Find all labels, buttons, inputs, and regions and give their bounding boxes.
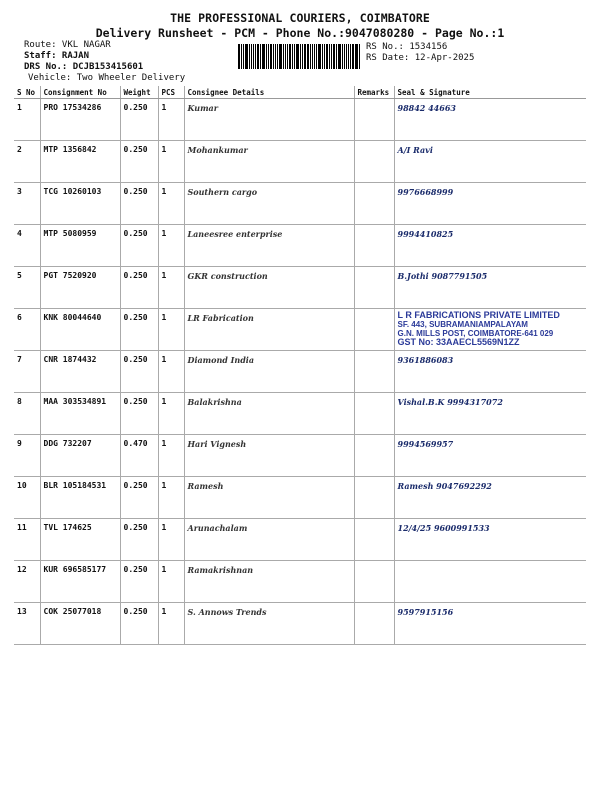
col-pcs: PCS bbox=[158, 86, 184, 99]
stamp-line2: SF. 443, SUBRAMANIAMPALAYAM bbox=[397, 320, 528, 329]
consignee-cell: Southern cargo bbox=[184, 183, 354, 225]
consignment-cell: MTP 5080959 bbox=[40, 225, 120, 267]
sno-cell: 11 bbox=[14, 519, 40, 561]
remarks-cell bbox=[354, 99, 394, 141]
pcs-cell: 1 bbox=[158, 393, 184, 435]
remarks-cell bbox=[354, 561, 394, 603]
weight-cell: 0.250 bbox=[120, 603, 158, 645]
weight-cell: 0.250 bbox=[120, 519, 158, 561]
weight-cell: 0.250 bbox=[120, 99, 158, 141]
table-row bbox=[14, 267, 586, 309]
consignment-cell: DDG 732207 bbox=[40, 435, 120, 477]
consignee-cell: Laneesree enterprise bbox=[184, 225, 354, 267]
pcs-cell: 1 bbox=[158, 519, 184, 561]
signature-cell: 9994410825 bbox=[394, 225, 586, 267]
consignment-cell: KUR 696585177 bbox=[40, 561, 120, 603]
runsheet-table bbox=[14, 86, 586, 645]
signature-cell: 9976668999 bbox=[394, 183, 586, 225]
stamp-line1: L R FABRICATIONS PRIVATE LIMITED bbox=[397, 310, 560, 320]
table-row bbox=[14, 561, 586, 603]
signature-cell: Vishal.B.K 9994317072 bbox=[394, 393, 586, 435]
pcs-cell: 1 bbox=[158, 225, 184, 267]
rs-date: RS Date: 12-Apr-2025 bbox=[366, 53, 475, 63]
sno-cell: 1 bbox=[14, 99, 40, 141]
weight-cell: 0.250 bbox=[120, 351, 158, 393]
consignment-cell: PGT 7520920 bbox=[40, 267, 120, 309]
consignment-cell: COK 25077018 bbox=[40, 603, 120, 645]
remarks-cell bbox=[354, 141, 394, 183]
sno-cell: 3 bbox=[14, 183, 40, 225]
col-remarks: Remarks bbox=[354, 86, 394, 99]
remarks-cell bbox=[354, 603, 394, 645]
col-weight: Weight bbox=[120, 86, 158, 99]
rs-number: RS No.: 1534156 bbox=[366, 42, 448, 52]
weight-cell: 0.470 bbox=[120, 435, 158, 477]
consignee-cell: Diamond India bbox=[184, 351, 354, 393]
vehicle-label: Vehicle: Two Wheeler Delivery bbox=[28, 73, 186, 83]
consignment-cell: PRO 17534286 bbox=[40, 99, 120, 141]
table-row bbox=[14, 477, 586, 519]
company-title: THE PROFESSIONAL COURIERS, COIMBATORE bbox=[170, 11, 430, 25]
table-row bbox=[14, 225, 586, 267]
table-row bbox=[14, 183, 586, 225]
signature-cell: 9361886083 bbox=[394, 351, 586, 393]
consignee-cell: Arunachalam bbox=[184, 519, 354, 561]
consignment-cell: BLR 105184531 bbox=[40, 477, 120, 519]
drs-number: DRS No.: DCJB153415601 bbox=[24, 62, 144, 72]
pcs-cell: 1 bbox=[158, 435, 184, 477]
signature-cell bbox=[394, 309, 586, 351]
consignment-cell: CNR 1874432 bbox=[40, 351, 120, 393]
pcs-cell: 1 bbox=[158, 141, 184, 183]
pcs-cell: 1 bbox=[158, 309, 184, 351]
signature-cell: 12/4/25 9600991533 bbox=[394, 519, 586, 561]
sno-cell: 7 bbox=[14, 351, 40, 393]
remarks-cell bbox=[354, 477, 394, 519]
weight-cell: 0.250 bbox=[120, 141, 158, 183]
table-header-row bbox=[14, 86, 586, 99]
signature-cell: Ramesh 9047692292 bbox=[394, 477, 586, 519]
consignment-cell: TVL 174625 bbox=[40, 519, 120, 561]
table-row bbox=[14, 603, 586, 645]
sno-cell: 6 bbox=[14, 309, 40, 351]
consignee-cell: Kumar bbox=[184, 99, 354, 141]
signature-cell: A/I Ravi bbox=[394, 141, 586, 183]
signature-cell: 9994569957 bbox=[394, 435, 586, 477]
consignee-cell: GKR construction bbox=[184, 267, 354, 309]
signature-cell: 9597915156 bbox=[394, 603, 586, 645]
table-row bbox=[14, 519, 586, 561]
table-row bbox=[14, 309, 586, 351]
weight-cell: 0.250 bbox=[120, 393, 158, 435]
sno-cell: 4 bbox=[14, 225, 40, 267]
remarks-cell bbox=[354, 267, 394, 309]
sno-cell: 10 bbox=[14, 477, 40, 519]
pcs-cell: 1 bbox=[158, 603, 184, 645]
sno-cell: 5 bbox=[14, 267, 40, 309]
remarks-cell bbox=[354, 519, 394, 561]
sno-cell: 12 bbox=[14, 561, 40, 603]
weight-cell: 0.250 bbox=[120, 561, 158, 603]
runsheet-rows bbox=[14, 99, 586, 645]
table-row bbox=[14, 393, 586, 435]
pcs-cell: 1 bbox=[158, 267, 184, 309]
consignee-cell: Balakrishna bbox=[184, 393, 354, 435]
consignment-cell: MAA 303534891 bbox=[40, 393, 120, 435]
table-row bbox=[14, 99, 586, 141]
pcs-cell: 1 bbox=[158, 99, 184, 141]
table-row bbox=[14, 435, 586, 477]
weight-cell: 0.250 bbox=[120, 477, 158, 519]
consignee-cell: Ramakrishnan bbox=[184, 561, 354, 603]
pcs-cell: 1 bbox=[158, 351, 184, 393]
col-sno: S No bbox=[14, 86, 40, 99]
col-consignee: Consignee Details bbox=[184, 86, 354, 99]
col-seal: Seal & Signature bbox=[394, 86, 586, 99]
signature-cell: B.Jothi 9087791505 bbox=[394, 267, 586, 309]
weight-cell: 0.250 bbox=[120, 267, 158, 309]
remarks-cell bbox=[354, 225, 394, 267]
sno-cell: 13 bbox=[14, 603, 40, 645]
pcs-cell: 1 bbox=[158, 183, 184, 225]
route-label: Route: VKL NAGAR bbox=[24, 40, 111, 50]
signature-cell: 98842 44663 bbox=[394, 99, 586, 141]
remarks-cell bbox=[354, 435, 394, 477]
sno-cell: 2 bbox=[14, 141, 40, 183]
consignment-cell: KNK 80044640 bbox=[40, 309, 120, 351]
staff-label: Staff: RAJAN bbox=[24, 51, 90, 61]
weight-cell: 0.250 bbox=[120, 183, 158, 225]
table-row bbox=[14, 141, 586, 183]
consignment-cell: MTP 1356842 bbox=[40, 141, 120, 183]
signature-cell bbox=[394, 561, 586, 603]
consignee-cell: Mohankumar bbox=[184, 141, 354, 183]
consignee-cell: Hari Vignesh bbox=[184, 435, 354, 477]
weight-cell: 0.250 bbox=[120, 225, 158, 267]
stamp-line3: G.N. MILLS POST, COIMBATORE-641 029 bbox=[397, 329, 554, 338]
consignee-cell: Ramesh bbox=[184, 477, 354, 519]
barcode bbox=[238, 44, 360, 69]
company-stamp bbox=[398, 311, 584, 347]
table-row bbox=[14, 351, 586, 393]
runsheet-subtitle: Delivery Runsheet - PCM - Phone No.:9047080280 - Page No.:1 bbox=[95, 26, 505, 40]
col-consignment: Consignment No bbox=[40, 86, 120, 99]
pcs-cell: 1 bbox=[158, 561, 184, 603]
stamp-line4: GST No: 33AAECL5569N1ZZ bbox=[397, 337, 520, 347]
remarks-cell bbox=[354, 351, 394, 393]
consignee-cell: LR Fabrication bbox=[184, 309, 354, 351]
sno-cell: 9 bbox=[14, 435, 40, 477]
remarks-cell bbox=[354, 309, 394, 351]
remarks-cell bbox=[354, 393, 394, 435]
remarks-cell bbox=[354, 183, 394, 225]
weight-cell: 0.250 bbox=[120, 309, 158, 351]
consignee-cell: S. Annows Trends bbox=[184, 603, 354, 645]
pcs-cell: 1 bbox=[158, 477, 184, 519]
sno-cell: 8 bbox=[14, 393, 40, 435]
consignment-cell: TCG 10260103 bbox=[40, 183, 120, 225]
